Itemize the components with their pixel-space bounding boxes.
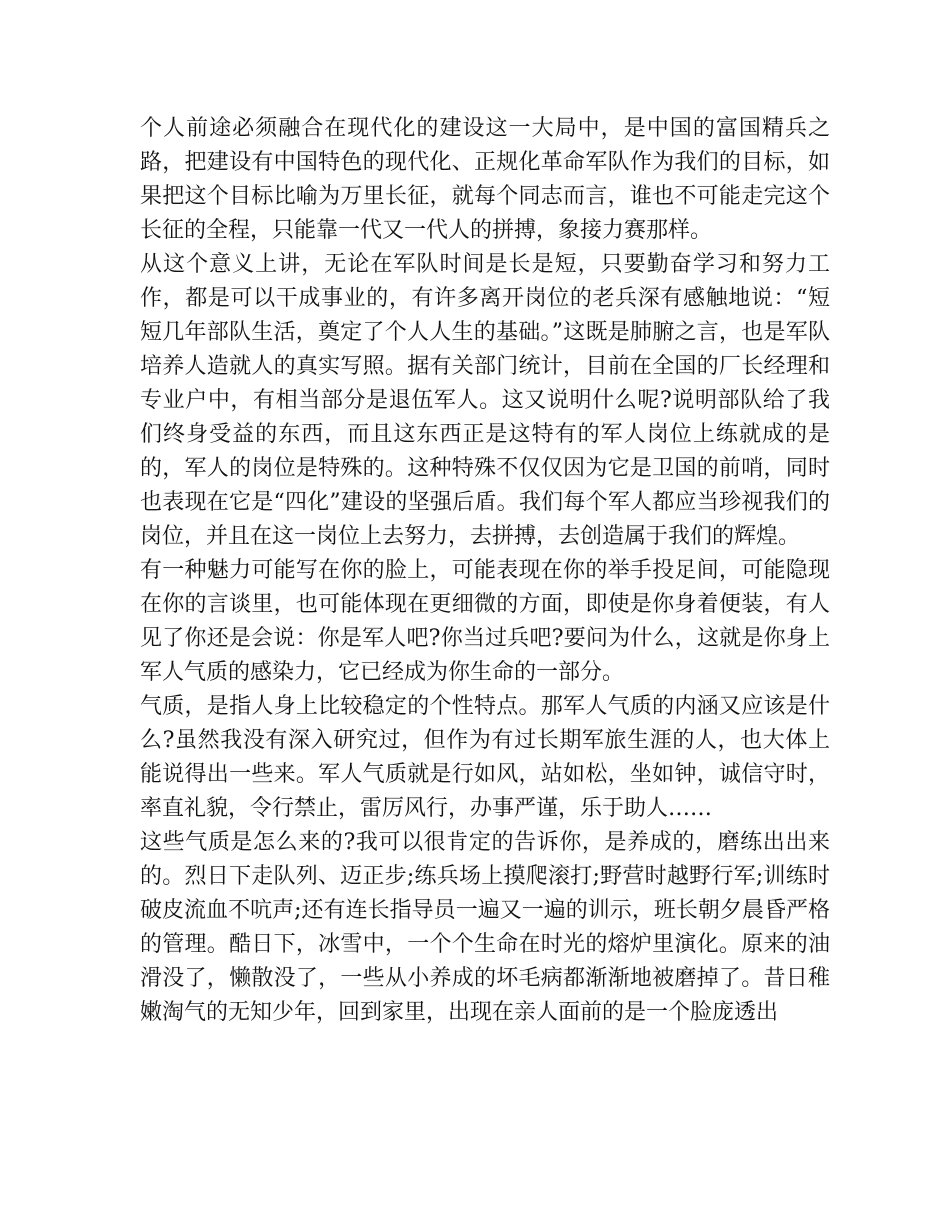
paragraph-4: 气质，是指人身上比较稳定的个性特点。那军人气质的内涵又应该是什么?虽然我没有深入研究过，但作为有过长期军旅生涯的人，也大体上能说得出一些来。军人气质就是行如风，站如松，坐如钟，诚信守时，率直礼貌，令行禁止，雷厉风行，办事严谨，乐于助人…… — [140, 694, 830, 821]
paragraph-1: 个人前途必须融合在现代化的建设这一大局中，是中国的富国精兵之路，把建设有中国特色的现代化、正规化革命军队作为我们的目标，如果把这个目标比喻为万里长征，就每个同志而言，谁也不可能走完这个长征的全程，只能靠一代又一代人的拼搏，象接力赛那样。 — [140, 116, 830, 243]
paragraph-3: 有一种魅力可能写在你的脸上，可能表现在你的举手投足间，可能隐现在你的言谈里，也可能体现在更细微的方面，即使是你身着便装，有人见了你还是会说：你是军人吧?你当过兵吧?要问为什么，这就是你身上军人气质的感染力，它已经成为你生命的一部分。 — [140, 558, 830, 685]
paragraph-2: 从这个意义上讲，无论在军队时间是长是短，只要勤奋学习和努力工作，都是可以干成事业的，有许多离开岗位的老兵深有感触地说：“短短几年部队生活，奠定了个人人生的基础。”这既是肺腑之言，也是军队培养人造就人的真实写照。据有关部门统计，目前在全国的厂长经理和专业户中，有相当部分是退伍军人。这又说明什么呢?说明部队给了我们终身受益的东西，而且这东西正是这特有的军人岗位上练就成的是的，军人的岗位是特殊的。这种特殊不仅仅因为它是卫国的前哨，同时也表现在它是“四化”建设的坚强后盾。我们每个军人都应当珍视我们的岗位，并且在这一岗位上去努力，去拼搏，去创造属于我们的辉煌。 — [140, 252, 830, 549]
paragraph-5: 这些气质是怎么来的?我可以很肯定的告诉你，是养成的，磨练出出来的。烈日下走队列、迈正步;练兵场上摸爬滚打;野营时越野行军;训练时破皮流血不吭声;还有连长指导员一遍又一遍的训示，班长朝夕晨昏严格的管理。酷日下，冰雪中，一个个生命在时光的熔炉里演化。原来的油滑没了，懒散没了，一些从小养成的坏毛病都渐渐地被磨掉了。昔日稚嫩淘气的无知少年，回到家里，出现在亲人面前的是一个脸庞透出 — [140, 830, 830, 1025]
document-body — [140, 112, 830, 1030]
